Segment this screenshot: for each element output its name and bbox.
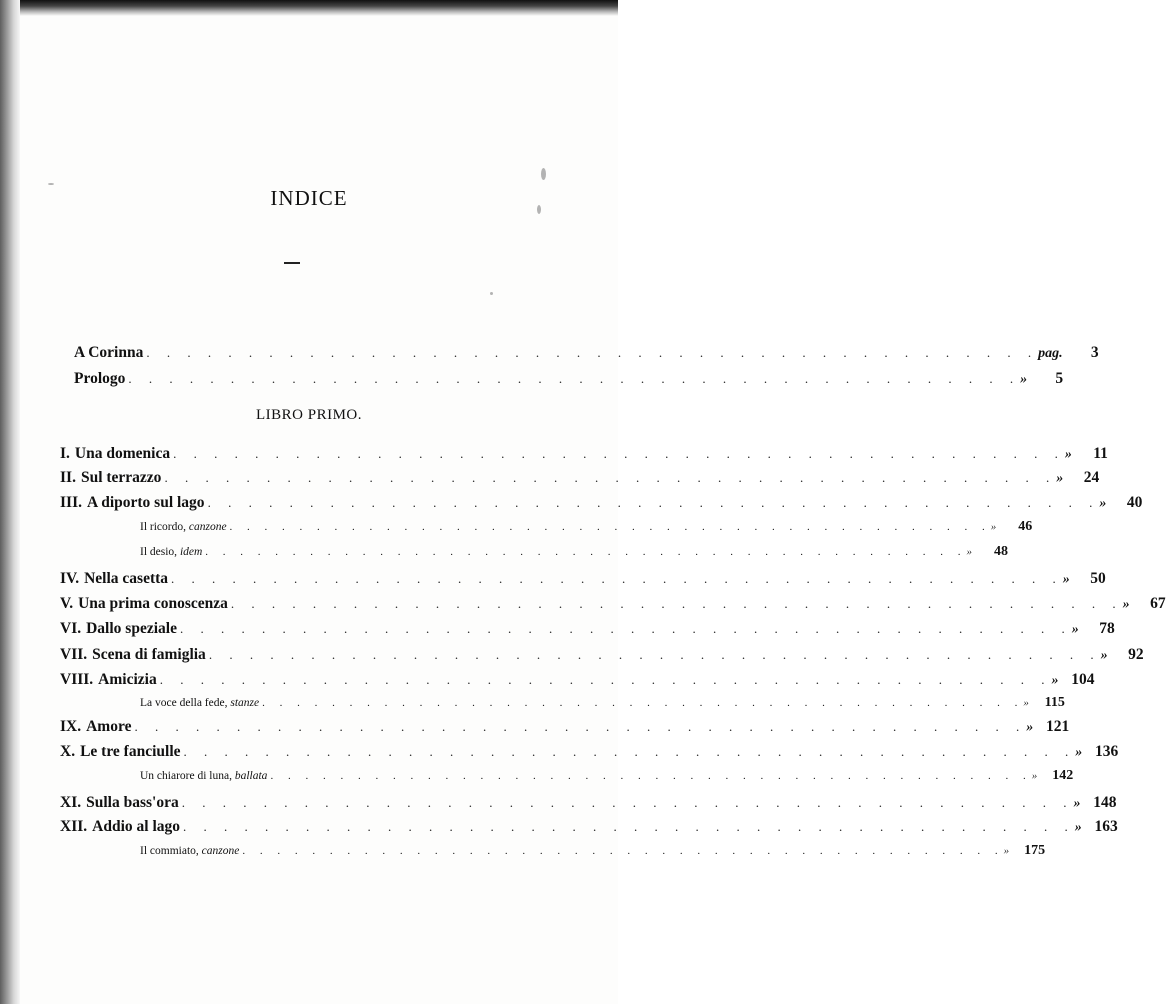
page-number: 11 (1093, 445, 1108, 462)
page-number: 163 (1094, 818, 1118, 835)
entry-title (140, 845, 239, 857)
entry-title-text: Le tre fanciulle (80, 743, 181, 760)
entry-title (74, 370, 125, 388)
toc-entry (60, 570, 1106, 594)
page-number: 104 (1071, 671, 1095, 688)
page-prefix: » (966, 546, 973, 558)
entry-title (92, 646, 206, 664)
entry-title-text: Addio al lago (92, 818, 180, 835)
entry-title (81, 469, 161, 487)
entry-title (140, 521, 227, 533)
entry-title-text: Prologo (74, 370, 126, 387)
page-prefix: » (1100, 648, 1108, 663)
chapter-number: IX. (60, 718, 82, 735)
entry-title (80, 743, 180, 761)
entry-title (86, 794, 179, 812)
page-number: 175 (1024, 843, 1046, 858)
dot-leader: . . . . . . . . . . . . . . . . . . . . . . . . . . . . . . . . . . . . . . . . . . . . (208, 647, 1101, 662)
page-prefix: » (1074, 820, 1082, 835)
chapter-number: XI. (60, 794, 82, 811)
page-number: 40 (1126, 494, 1143, 511)
page-prefix: pag. (1038, 346, 1063, 361)
entry-title (84, 570, 168, 588)
page-number: 121 (1045, 718, 1070, 735)
chapter-number: VIII. (60, 671, 94, 688)
page-prefix: » (1026, 720, 1034, 735)
page-prefix: » (1056, 471, 1064, 486)
page-prefix: » (1064, 447, 1072, 462)
entry-genre: ballata (234, 770, 268, 782)
entry-genre: canzone (201, 845, 240, 857)
toc-entry (60, 718, 1070, 742)
chapter-number: V. (60, 595, 74, 612)
chapter-number: II. (60, 469, 76, 486)
entry-genre: idem (179, 546, 203, 558)
chapter-number: XII. (60, 818, 88, 835)
toc-entry (60, 494, 1143, 518)
page-number: 46 (1018, 519, 1033, 534)
chapter-number: X. (60, 743, 76, 760)
chapter-number: I. (60, 445, 70, 462)
toc-subentry (140, 768, 1074, 792)
dot-leader: . . . . . . . . . . . . . . . . . . . . . . . . . . . . . . . . . . . . . . . . . . . . (128, 371, 1021, 386)
dot-leader: . . . . . . . . . . . . . . . . . . . . . . . . . . . . . . . . . . . . . . . . . . . . (179, 621, 1072, 636)
dot-leader: . . . . . . . . . . . . . . . . . . . . . . . . . . . . . . . . . . . . . . . . . . . . (146, 345, 1039, 360)
page-number: 48 (994, 544, 1009, 559)
page-prefix: » (1031, 770, 1038, 782)
toc-entry (60, 620, 1115, 644)
dot-leader: . . . . . . . . . . . . . . . . . . . . . . . . . . . . . . . . . . . . . . . . . . . . (171, 571, 1063, 586)
entry-title-text: Il desio, (140, 546, 178, 558)
toc-entry (60, 646, 1144, 670)
entry-genre: stanze (230, 697, 260, 709)
entry-title-text: Sul terrazzo (80, 469, 162, 486)
entry-title (92, 818, 180, 836)
page-number: 67 (1150, 595, 1166, 612)
page-number: 5 (1055, 370, 1064, 387)
entry-title-text: Amicizia (98, 671, 157, 688)
entry-title-text: A diporto sul lago (86, 494, 205, 511)
entry-title (75, 445, 170, 463)
entry-title (140, 697, 259, 709)
dot-leader: . . . . . . . . . . . . . . . . . . . . . . . . . . . . . . . . . . . . . . . . . . . . (270, 770, 1032, 782)
entry-title (74, 344, 143, 362)
entry-title-text: Il ricordo, (140, 521, 186, 533)
toc-entry (60, 743, 1119, 767)
dot-leader: . . . . . . . . . . . . . . . . . . . . . . . . . . . . . . . . . . . . . . . . . . . . (183, 819, 1075, 834)
entry-title-text: Dallo speziale (86, 620, 177, 637)
entry-title (87, 494, 205, 512)
toc-entry (60, 818, 1118, 842)
page-prefix: » (1020, 372, 1028, 387)
page-prefix: » (1099, 496, 1107, 511)
page-number: 50 (1090, 570, 1106, 587)
dot-leader: . . . . . . . . . . . . . . . . . . . . . . . . . . . . . . . . . . . . . . . . . . . . (159, 672, 1052, 687)
page-prefix: » (1062, 572, 1070, 587)
dot-leader: . . . . . . . . . . . . . . . . . . . . . . . . . . . . . . . . . . . . . . . . . . . . (229, 521, 991, 533)
page-number: 24 (1083, 469, 1100, 486)
entry-title-text: Amore (86, 718, 132, 735)
entry-title-text: A Corinna (74, 344, 144, 361)
entry-title (140, 546, 202, 558)
page-number: 78 (1099, 620, 1115, 637)
dot-leader: . . . . . . . . . . . . . . . . . . . . . . . . . . . . . . . . . . . . . . . . . . . . (134, 719, 1027, 734)
page-prefix: » (1071, 622, 1079, 637)
page-number: 148 (1093, 794, 1117, 811)
page-number: 136 (1095, 743, 1119, 760)
page-prefix: » (1051, 673, 1059, 688)
scan-speck (48, 183, 54, 185)
toc-entry (60, 671, 1095, 695)
scan-left-edge (0, 0, 20, 1004)
dot-leader: . . . . . . . . . . . . . . . . . . . . . . . . . . . . . . . . . . . . . . . . . . . . (164, 470, 1057, 485)
toc-entry (60, 794, 1117, 818)
page-prefix: » (1073, 796, 1081, 811)
entry-title (86, 620, 177, 638)
dot-leader: . . . . . . . . . . . . . . . . . . . . . . . . . . . . . . . . . . . . . . . . . . . . (262, 697, 1024, 709)
dot-leader: . . . . . . . . . . . . . . . . . . . . . . . . . . . . . . . . . . . . . . . . . . . . (242, 845, 1004, 857)
toc-entry (60, 595, 1166, 619)
chapter-number: III. (60, 494, 82, 511)
toc-entry (60, 445, 1108, 469)
page-number: 142 (1052, 768, 1074, 783)
dot-leader: . . . . . . . . . . . . . . . . . . . . . . . . . . . . . . . . . . . . . . . . . . . . (230, 596, 1123, 611)
toc-subentry (140, 544, 1009, 568)
toc-subentry (140, 843, 1046, 867)
dot-leader: . . . . . . . . . . . . . . . . . . . . . . . . . . . . . . . . . . . . . . . . . . . . (207, 495, 1100, 510)
entry-title-text: Una domenica (74, 445, 171, 462)
toc-subentry (140, 695, 1065, 719)
entry-title-text: Un chiarore di luna, (140, 770, 232, 782)
entry-title (140, 770, 267, 782)
page-number: 92 (1128, 646, 1144, 663)
entry-title-text: Scena di famiglia (92, 646, 206, 663)
entry-title-text: Il commiato, (140, 845, 199, 857)
dot-leader: . . . . . . . . . . . . . . . . . . . . . . . . . . . . . . . . . . . . . . . . . . . . (205, 546, 967, 558)
chapter-number: VII. (60, 646, 88, 663)
scan-speck (490, 292, 493, 295)
toc-entry (60, 469, 1100, 493)
scan-speck (541, 168, 546, 180)
page-prefix: » (990, 521, 997, 533)
page-prefix: » (1003, 845, 1010, 857)
page-number: 3 (1090, 344, 1099, 361)
dot-leader: . . . . . . . . . . . . . . . . . . . . . . . . . . . . . . . . . . . . . . . . . . . . (181, 795, 1074, 810)
toc-entry (74, 370, 1064, 394)
page-prefix: » (1023, 697, 1029, 709)
page-prefix: » (1122, 597, 1130, 612)
toc-entry (74, 344, 1099, 368)
entry-title (78, 595, 228, 613)
scan-top-edge (0, 0, 618, 16)
toc-subentry (140, 519, 1033, 543)
entry-title-text: Nella casetta (84, 570, 169, 587)
entry-title-text: La voce della fede, (140, 697, 228, 709)
entry-title-text: Una prima conoscenza (78, 595, 228, 612)
title-rule (284, 262, 300, 264)
entry-title-text: Sulla bass'ora (86, 794, 179, 811)
dot-leader: . . . . . . . . . . . . . . . . . . . . . . . . . . . . . . . . . . . . . . . . . . . . (183, 744, 1076, 759)
entry-title (98, 671, 157, 689)
dot-leader: . . . . . . . . . . . . . . . . . . . . . . . . . . . . . . . . . . . . . . . . . . . . (173, 446, 1065, 461)
entry-genre: canzone (188, 521, 227, 533)
page-prefix: » (1075, 745, 1083, 760)
index-title: INDICE (270, 186, 348, 210)
chapter-number: IV. (60, 570, 80, 587)
entry-title (86, 718, 131, 736)
page-number: 115 (1044, 695, 1065, 710)
chapter-number: VI. (60, 620, 82, 637)
section-title: LIBRO PRIMO. (255, 407, 362, 423)
